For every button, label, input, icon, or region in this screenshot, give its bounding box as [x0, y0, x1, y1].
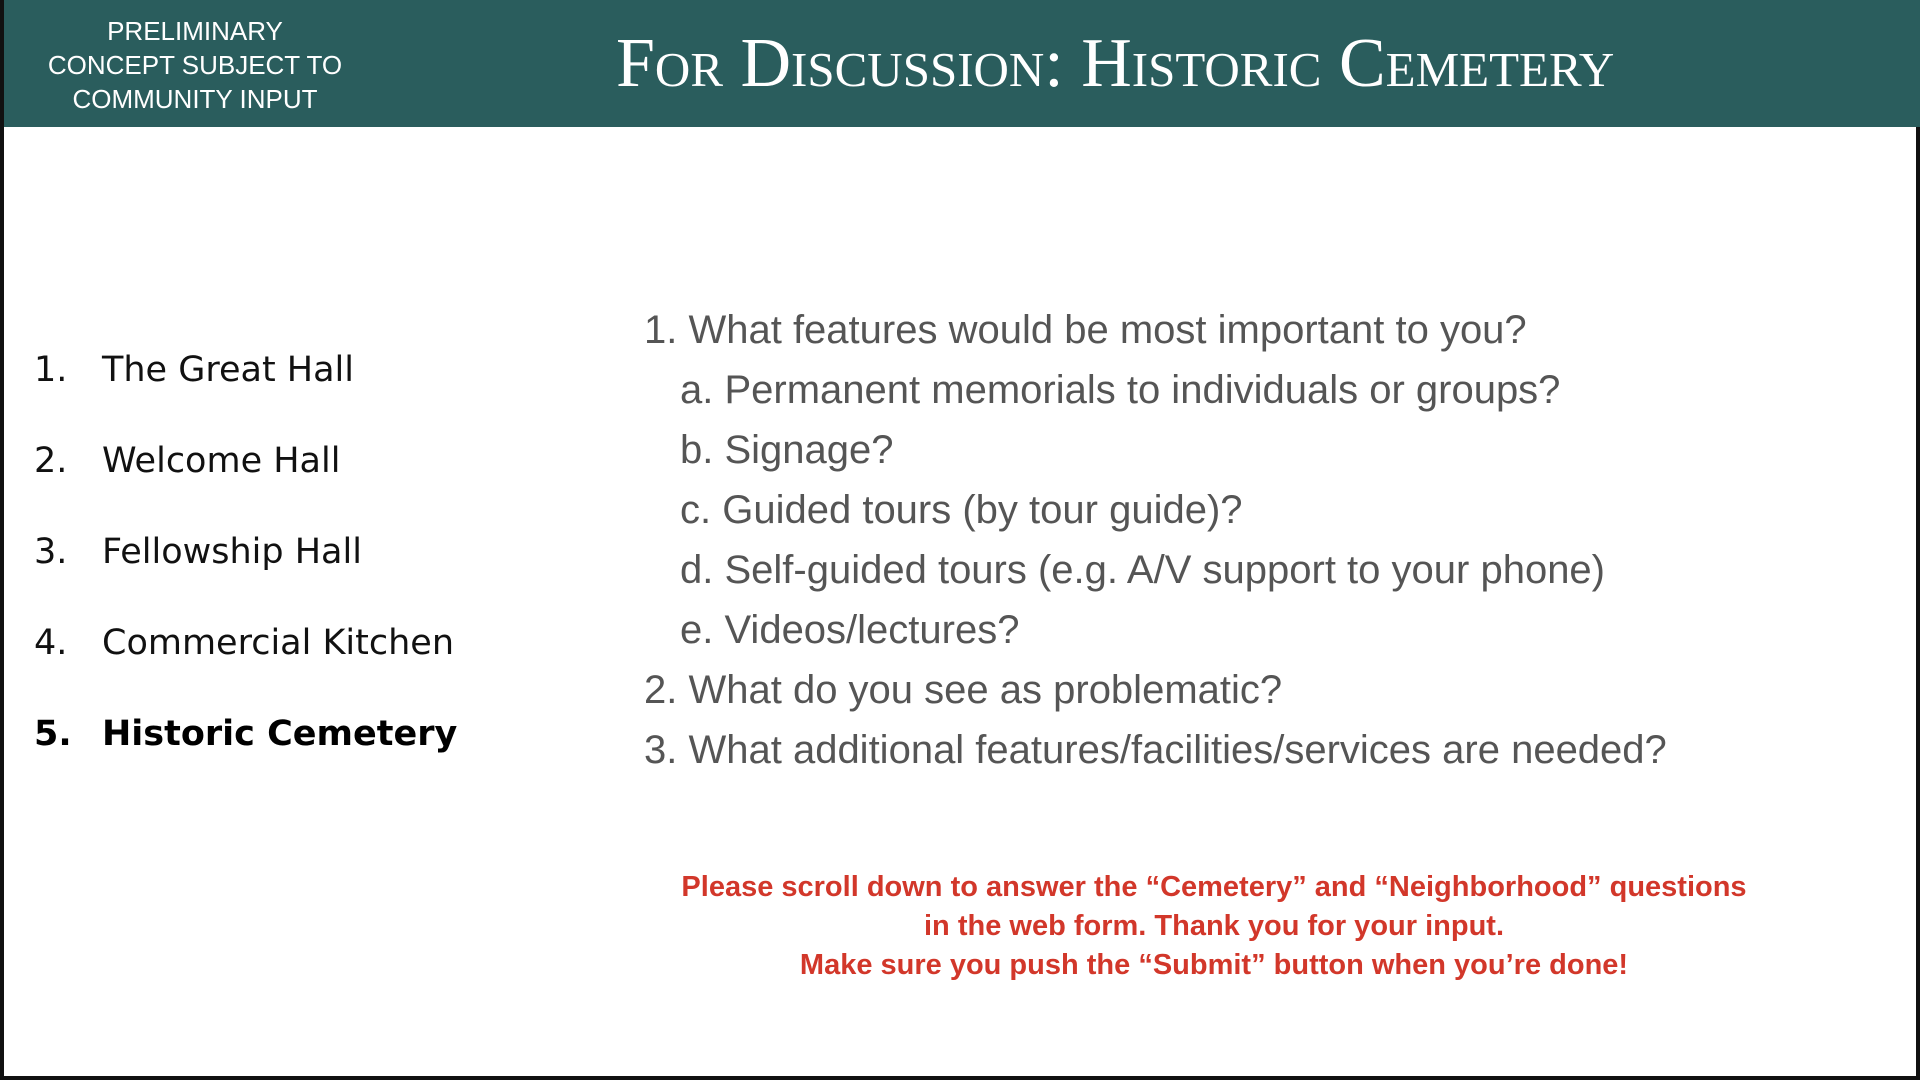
agenda-item-label: Commercial Kitchen	[102, 623, 454, 663]
agenda-item-label: Historic Cemetery	[102, 714, 458, 754]
instructions-note	[604, 868, 1824, 985]
question-3: 3. What additional features/facilities/services are needed?	[644, 728, 1667, 772]
agenda-item-welcome-hall	[34, 431, 457, 522]
question-1b: b. Signage?	[680, 428, 894, 472]
agenda-item-fellowship-hall	[34, 522, 457, 613]
discussion-questions	[644, 300, 1667, 780]
agenda-item-label: The Great Hall	[102, 350, 355, 390]
question-2: 2. What do you see as problematic?	[644, 668, 1283, 712]
question-1d: d. Self-guided tours (e.g. A/V support to your phone)	[680, 548, 1605, 592]
agenda-item-great-hall	[34, 340, 457, 431]
agenda-item-label: Welcome Hall	[102, 441, 341, 481]
agenda-list	[34, 340, 457, 795]
agenda-item-number: 3.	[34, 532, 68, 572]
agenda-item-number: 1.	[34, 350, 68, 390]
instructions-line-2: in the web form. Thank you for your input.	[924, 910, 1504, 942]
instructions-line-1: Please scroll down to answer the “Cemetery” and “Neighborhood” questions	[681, 871, 1747, 903]
question-1a: a. Permanent memorials to individuals or groups?	[680, 368, 1561, 412]
slide-title: For Discussion: Historic Cemetery	[616, 25, 1615, 102]
agenda-item-historic-cemetery	[34, 704, 457, 795]
question-1c: c. Guided tours (by tour guide)?	[680, 488, 1243, 532]
agenda-item-label: Fellowship Hall	[102, 532, 362, 572]
agenda-item-commercial-kitchen	[34, 613, 457, 704]
preliminary-note: PRELIMINARY CONCEPT SUBJECT TO COMMUNITY INPUT	[47, 16, 343, 114]
header-bar	[4, 0, 1920, 127]
instructions-line-3: Make sure you push the “Submit” button when you’re done!	[799, 949, 1629, 981]
question-1e: e. Videos/lectures?	[680, 608, 1020, 652]
agenda-item-number: 4.	[34, 623, 68, 663]
agenda-item-number: 5.	[34, 714, 72, 754]
question-1: 1. What features would be most important to you?	[644, 308, 1527, 352]
agenda-item-number: 2.	[34, 441, 68, 481]
